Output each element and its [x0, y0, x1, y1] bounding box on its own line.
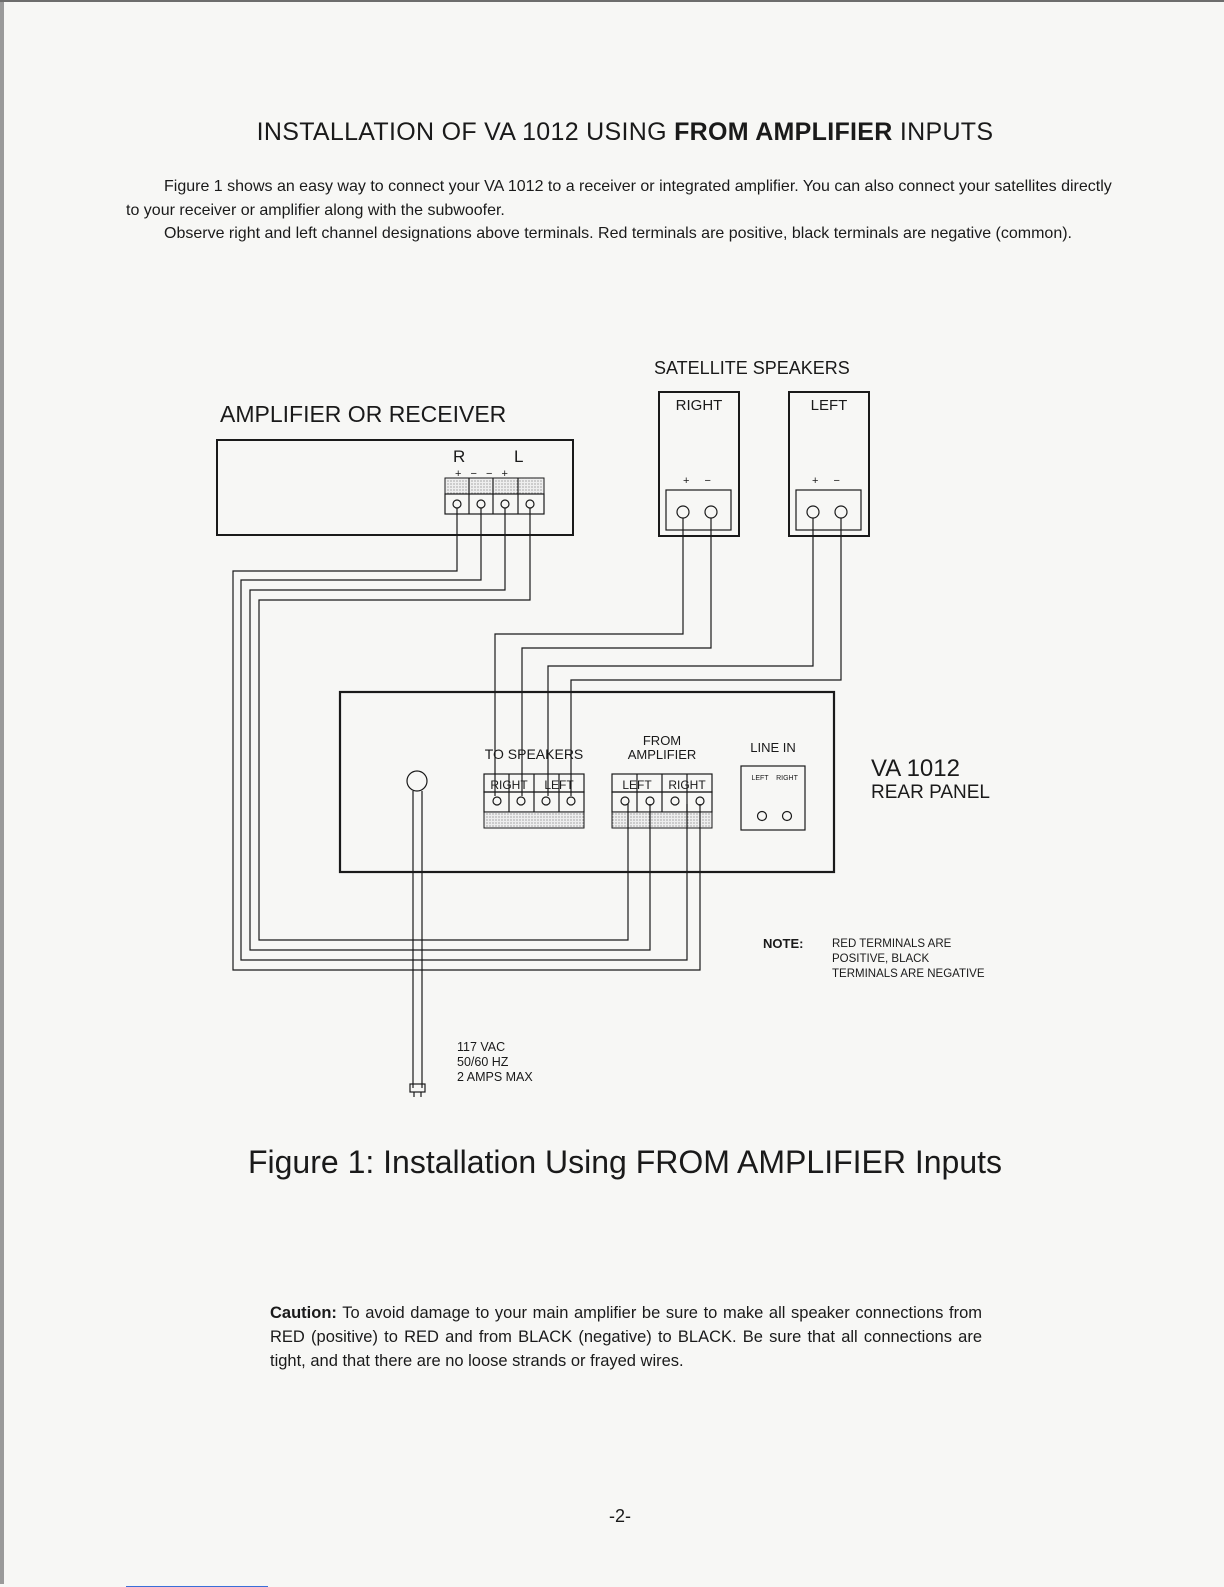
- va-title: VA 1012: [871, 755, 960, 782]
- to-speakers-label: TO SPEAKERS: [484, 746, 584, 762]
- caution-text: Caution: To avoid damage to your main amplifier be sure to make all speaker connections from RED (positive) to RED and from BLACK (negative) to BLACK. Be sure that all connections are tight, and that there are no loose strands or frayed wires.: [270, 1304, 982, 1370]
- fa-left-label: LEFT: [622, 778, 652, 792]
- fa-right-label: RIGHT: [668, 778, 706, 792]
- ts-left-label: LEFT: [544, 778, 574, 792]
- sat-right-polarity: + −: [683, 475, 717, 487]
- intro-paragraph-2: Observe right and left channel designations above terminals. Red terminals are positive, black terminals are negative (common).: [164, 225, 1072, 242]
- from-label-1: FROM: [642, 733, 682, 748]
- intro-paragraph-1: Figure 1 shows an easy way to connect your VA 1012 to a receiver or integrated amplifier. You can also connect your satellites directly to your receiver or amplifier along with the subwoofer.: [126, 178, 1112, 219]
- va-subtitle: REAR PANEL: [871, 782, 990, 803]
- from-label-2: AMPLIFIER: [627, 747, 697, 762]
- va1012-rear-panel: [340, 692, 834, 872]
- page-number: -2-: [609, 1506, 631, 1526]
- ts-right-label: RIGHT: [490, 778, 528, 792]
- note-line-1: RED TERMINALS ARE: [832, 938, 952, 950]
- note-label: NOTE:: [763, 936, 804, 951]
- note-line-3: TERMINALS ARE NEGATIVE: [832, 968, 985, 980]
- power-cord: [410, 791, 425, 1097]
- page-title: INSTALLATION OF VA 1012 USING FROM AMPLIFIER INPUTS: [256, 118, 994, 146]
- amp-wires: [233, 508, 700, 970]
- power-line-2: 50/60 HZ: [457, 1055, 509, 1069]
- sat-right-label: RIGHT: [675, 397, 723, 414]
- power-line-3: 2 AMPS MAX: [457, 1070, 533, 1084]
- satellites-label: SATELLITE SPEAKERS: [654, 358, 850, 378]
- amp-l-label: L: [514, 447, 524, 466]
- power-line-1: 117 VAC: [457, 1040, 506, 1054]
- caution-label: Caution:: [270, 1304, 337, 1322]
- amp-r-label: R: [453, 447, 466, 466]
- note-line-2: POSITIVE, BLACK: [832, 953, 930, 965]
- amp-polarity: + − − +: [455, 468, 511, 480]
- sat-left-label: LEFT: [810, 397, 848, 414]
- li-left-label: LEFT: [751, 775, 769, 782]
- line-in-label: LINE IN: [750, 740, 796, 755]
- li-right-label: RIGHT: [776, 775, 798, 782]
- figure-caption: Figure 1: Installation Using FROM AMPLIFIER Inputs: [247, 1144, 1003, 1180]
- amp-label: AMPLIFIER OR RECEIVER: [220, 401, 507, 427]
- sat-left-polarity: + −: [812, 475, 846, 487]
